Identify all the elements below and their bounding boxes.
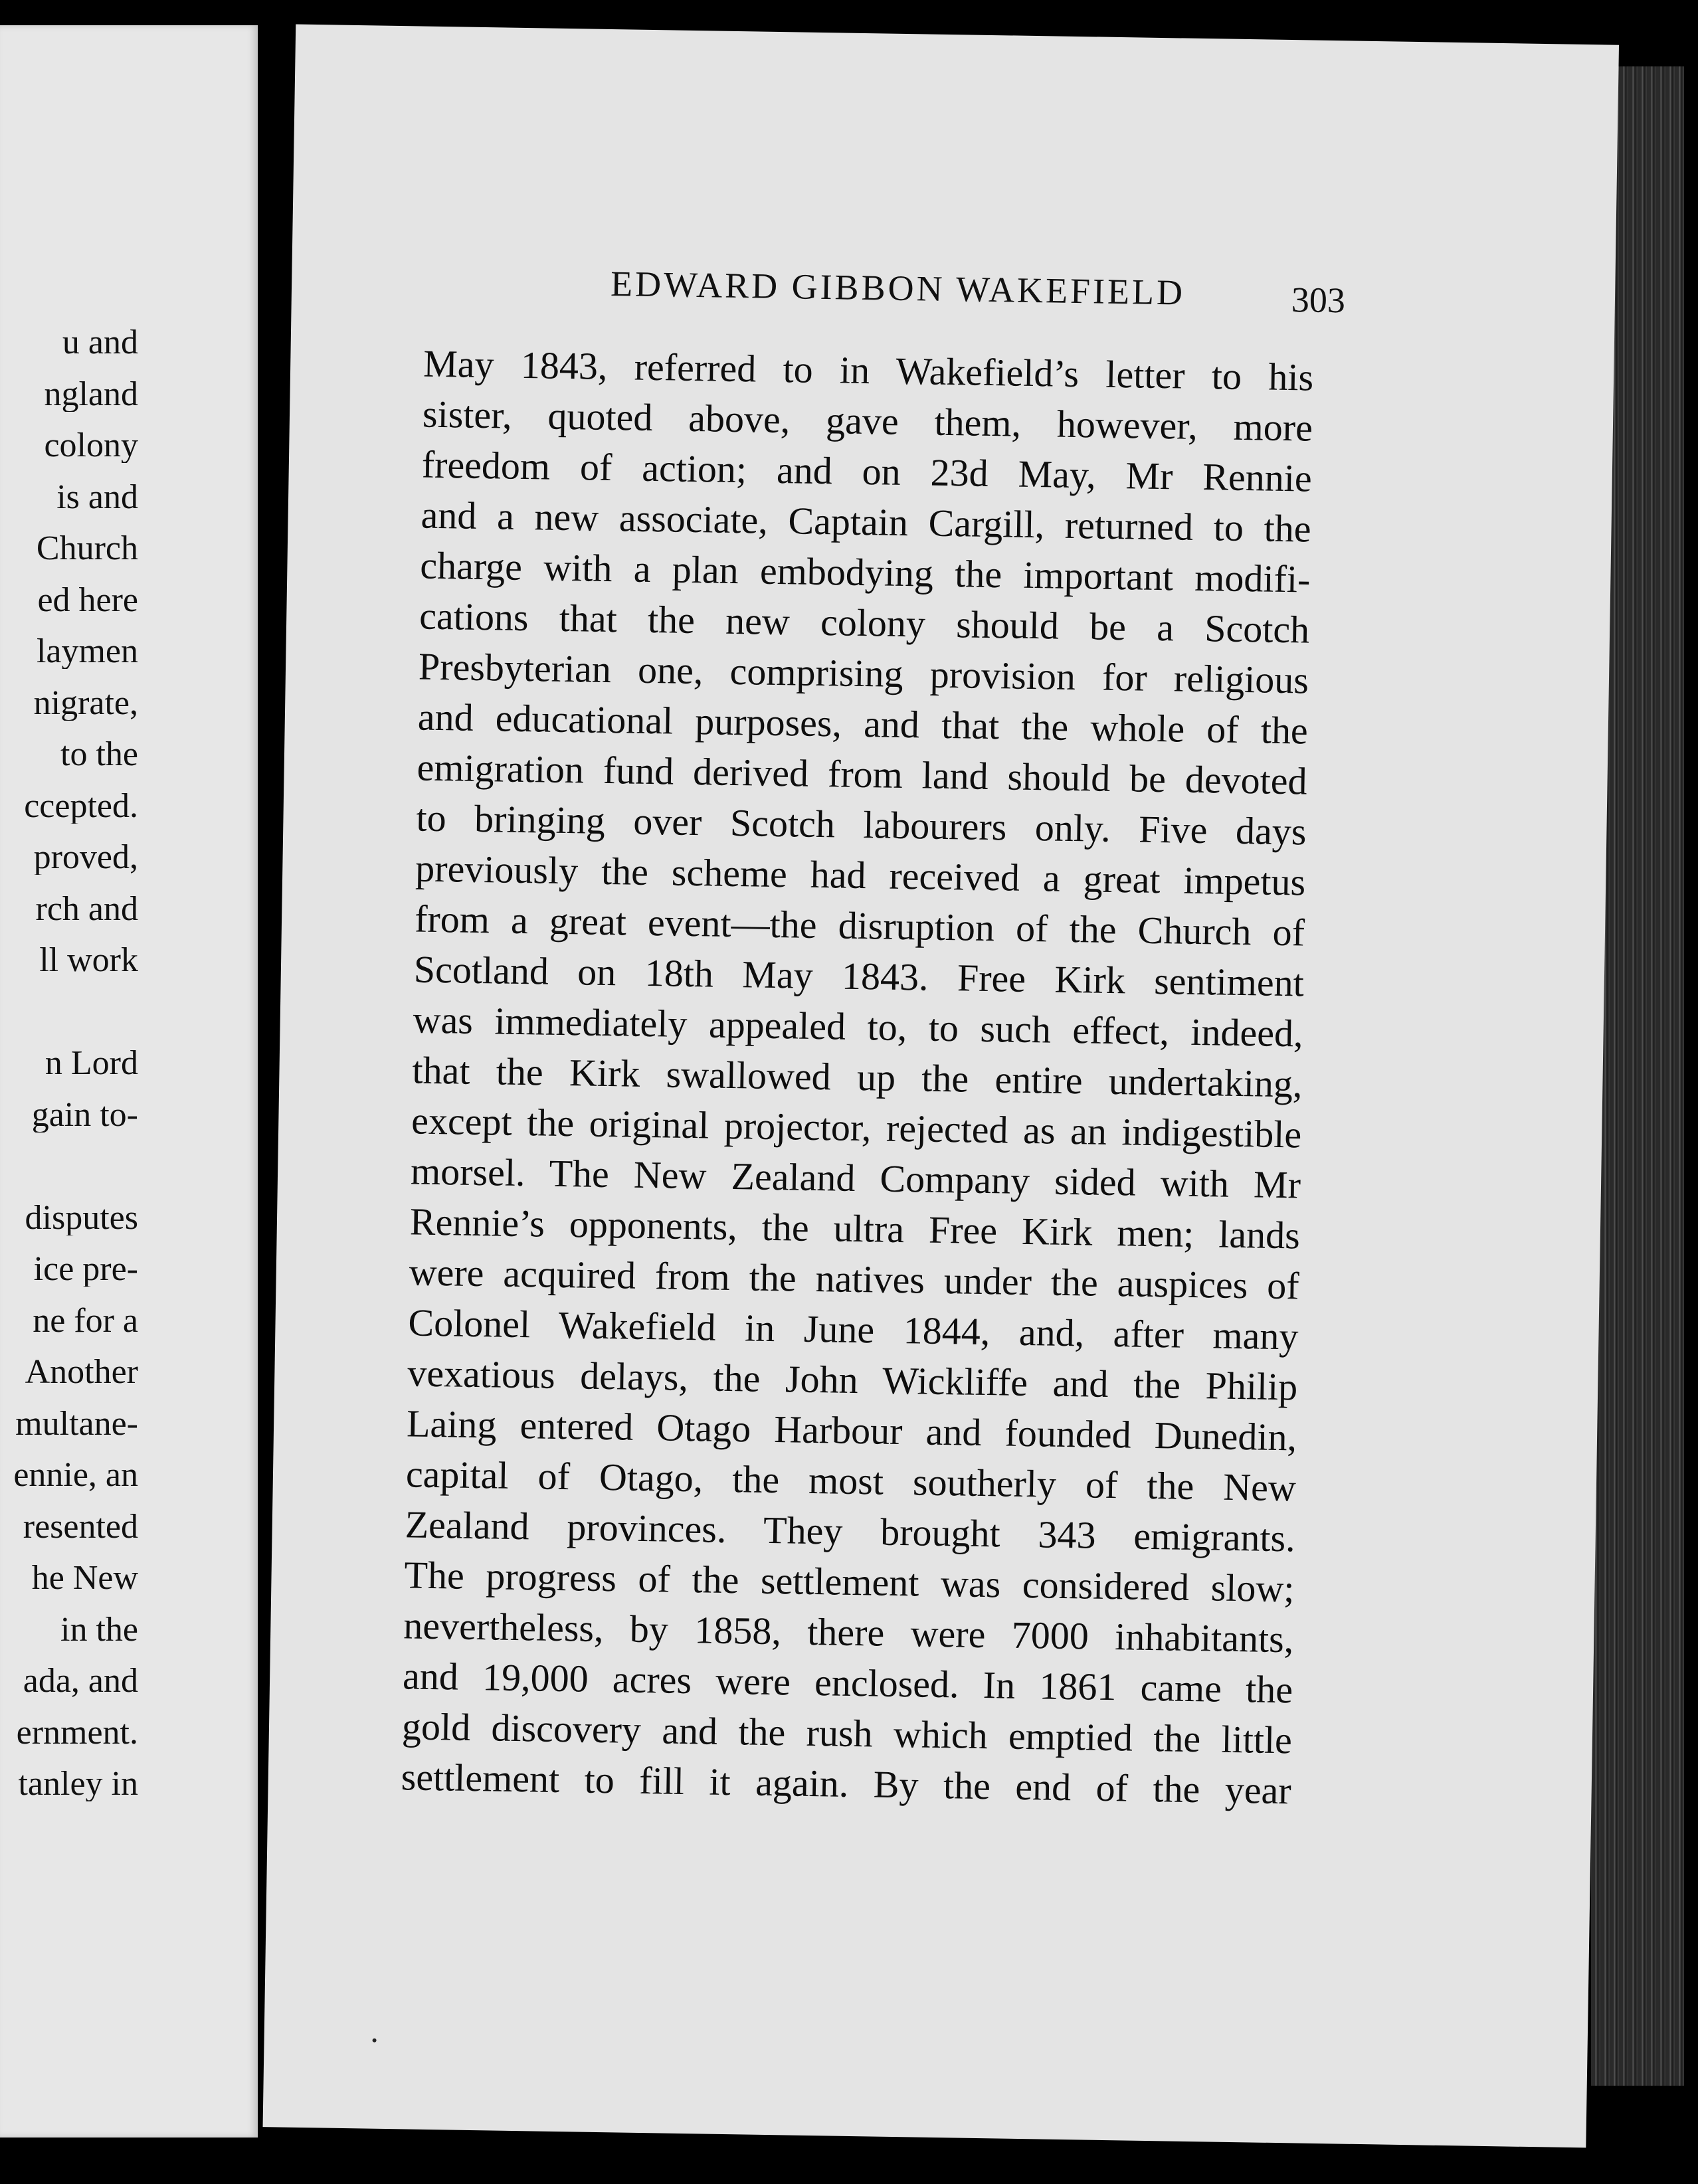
left-page-line: in the [60, 1612, 138, 1647]
body-line: cations that the new colony should be a Scotch [419, 594, 1310, 652]
left-page-line: to the [60, 737, 138, 772]
body-line: Rennie’s opponents, the ultra Free Kirk men; lands [409, 1200, 1301, 1257]
body-text [401, 339, 1313, 1817]
body-line: vexatious delays, the John Wickliffe and the Philip [407, 1351, 1298, 1409]
left-page-line: proved, [33, 840, 138, 875]
body-line: morsel. The New Zealand Company sided with Mr [410, 1149, 1301, 1207]
body-line: nevertheless, by 1858, there were 7000 inhabitants, [403, 1603, 1294, 1661]
left-page-line: rch and [35, 891, 138, 927]
left-page-line: ed here [37, 583, 138, 618]
body-line: were acquired from the natives under the auspices of [409, 1250, 1300, 1308]
left-page-line: ngland [44, 377, 138, 412]
left-page-line: is and [56, 480, 138, 515]
body-line: emigration fund derived from land should be devoted [417, 745, 1308, 803]
left-page-line: ice pre- [33, 1252, 138, 1287]
body-line: capital of Otago, the most southerly of the New [405, 1452, 1297, 1510]
left-page-line: tanley in [18, 1767, 138, 1801]
body-line: and 19,000 acres were enclosed. In 1861 came the [402, 1654, 1293, 1712]
page-number: 303 [1291, 280, 1346, 321]
left-page-line: ccepted. [24, 788, 138, 824]
left-page-line: ernment. [16, 1715, 138, 1750]
left-page-line: gain to- [31, 1097, 138, 1133]
body-line: charge with a plan embodying the important modifi- [419, 543, 1311, 601]
left-page-line: Another [25, 1355, 138, 1390]
body-line: previously the scheme had received a great impetus [415, 846, 1306, 904]
left-page-line: ll work [39, 943, 138, 978]
left-page-line: colony [44, 428, 138, 463]
left-page-line: disputes [25, 1200, 138, 1235]
body-line: was immediately appealed to, to such effect, indeed, [413, 998, 1304, 1055]
left-page-line: n Lord [45, 1046, 138, 1081]
body-line: to bringing over Scotch labourers only. Five days [416, 796, 1307, 854]
body-line: and educational purposes, and that the whole of the [417, 695, 1309, 753]
body-line: Colonel Wakefield in June 1844, and, after many [408, 1301, 1299, 1358]
running-head: EDWARD GIBBON WAKEFIELD [610, 263, 1186, 313]
body-line: sister, quoted above, gave them, however, more [422, 392, 1313, 450]
body-line: Laing entered Otago Harbour and founded Dunedin, [406, 1402, 1297, 1459]
body-line: settlement to fill it again. By the end of the year [401, 1755, 1292, 1813]
left-page [0, 25, 258, 2138]
left-page-line: ada, and [23, 1664, 138, 1698]
body-line: May 1843, referred to in Wakefield’s letter to his [423, 341, 1314, 399]
left-page-line: u and [62, 325, 138, 360]
body-line: that the Kirk swallowed up the entire undertaking, [412, 1048, 1303, 1106]
body-line: Scotland on 18th May 1843. Free Kirk sentiment [413, 947, 1305, 1005]
left-page-line: laymen [36, 634, 138, 669]
left-page-line: ennie, an [13, 1458, 138, 1493]
body-line: and a new associate, Captain Cargill, returned to the [421, 493, 1312, 551]
left-page-line: resented [23, 1509, 138, 1544]
body-line: Zealand provinces. They brought 343 emigrants. [405, 1502, 1296, 1560]
left-page-line: nigrate, [33, 685, 138, 721]
body-line: gold discovery and the rush which emptied the little [401, 1704, 1293, 1762]
body-line: The progress of the settlement was considered slow; [404, 1553, 1295, 1611]
speck [373, 2039, 377, 2043]
body-line: Presbyterian one, comprising provision for religious [418, 644, 1309, 702]
left-page-line: multane- [15, 1406, 138, 1441]
left-page-line: ne for a [33, 1303, 138, 1338]
body-line: except the original projector, rejected as an indigestible [411, 1099, 1302, 1156]
left-page-line: he New [31, 1561, 138, 1595]
body-line: from a great event—the disruption of the Church of [414, 897, 1305, 955]
right-page [263, 24, 1619, 2147]
body-line: freedom of action; and on 23d May, Mr Rennie [421, 442, 1313, 500]
left-page-line: Church [36, 531, 138, 566]
